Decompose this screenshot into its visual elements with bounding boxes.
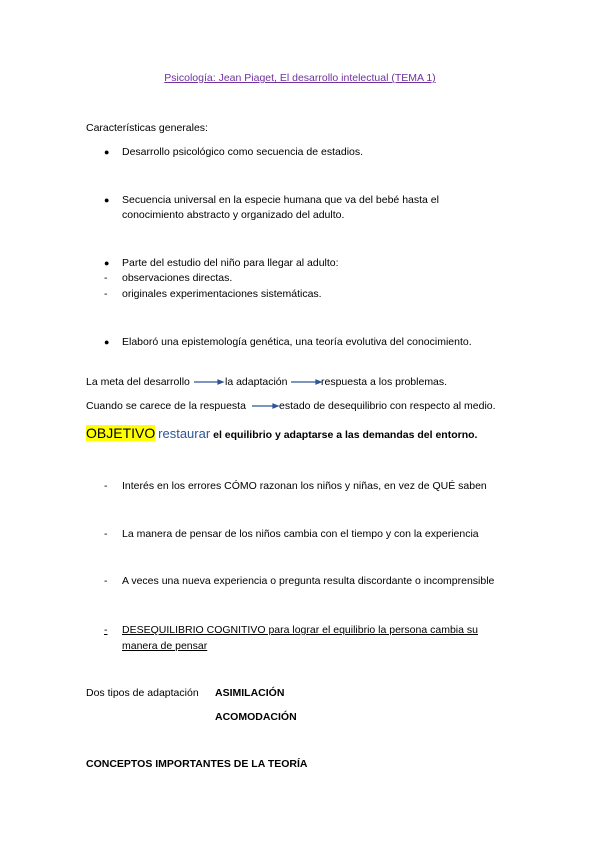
arrow-icon [291,380,321,384]
bullet-item-4: Elaboró una epistemología genética, una teoría evolutiva del conocimiento. [122,336,472,348]
bullet-item-3: Parte del estudio del niño para llegar al adulto: [122,257,339,269]
bullet-icon: ● [104,337,110,347]
objetivo-verb: restaurar [158,426,211,441]
meta-text-2: la adaptación [225,376,288,388]
arrow-icon [252,404,278,408]
bullet-icon: ● [104,147,110,157]
bullet-item-2-line-2: conocimiento abstracto y organizado del adulto. [122,209,345,221]
meta-text-1: La meta del desarrollo [86,376,190,388]
bullet-item-1: Desarrollo psicológico como secuencia de estadios. [122,146,364,158]
section-heading-conceptos: CONCEPTOS IMPORTANTES DE LA TEORÍA [86,758,308,770]
dash-icon: - [104,288,108,300]
objetivo-label: OBJETIVO [86,425,156,441]
arrow-icon [194,380,223,384]
dash-icon: - [104,575,108,587]
adaptacion-type-1: ASIMILACIÓN [215,687,285,699]
adaptacion-label: Dos tipos de adaptación [86,687,199,699]
objetivo-line [86,425,477,441]
carece-text-1: Cuando se carece de la respuesta [86,400,246,412]
list-item-1: Interés en los errores CÓMO razonan los niños y niñas, en vez de QUÉ saben [122,480,487,492]
adaptacion-type-2: ACOMODACIÓN [215,711,297,723]
meta-text-3: respuesta a los problemas. [321,376,448,388]
objetivo-rest: el equilibrio y adaptarse a las demandas del entorno. [213,429,478,441]
list-item-3: A veces una nueva experiencia o pregunta resulta discordante o incomprensible [122,575,495,587]
carece-text-2: estado de desequilibrio con respecto al medio. [279,400,496,412]
dash-icon: - [104,528,108,540]
dash-icon: - [104,272,108,284]
section-heading-caracteristicas: Características generales: [86,122,208,134]
list-item-4-line-1: DESEQUILIBRIO COGNITIVO para lograr el equilibrio la persona cambia su [122,624,478,636]
bullet-icon: ● [104,195,110,205]
list-item-2: La manera de pensar de los niños cambia con el tiempo y con la experiencia [122,528,479,540]
bullet-item-2-line-1: Secuencia universal en la especie humana que va del bebé hasta el [122,194,439,206]
sub-item-2: originales experimentaciones sistemáticas. [122,288,322,300]
sub-item-1: observaciones directas. [122,272,233,284]
bullet-icon: ● [104,258,110,268]
list-item-4-line-2: manera de pensar [122,640,208,652]
dash-icon: - [104,480,108,492]
dash-icon: - [104,624,108,636]
page-title: Psicología: Jean Piaget, El desarrollo intelectual (TEMA 1) [164,72,436,84]
